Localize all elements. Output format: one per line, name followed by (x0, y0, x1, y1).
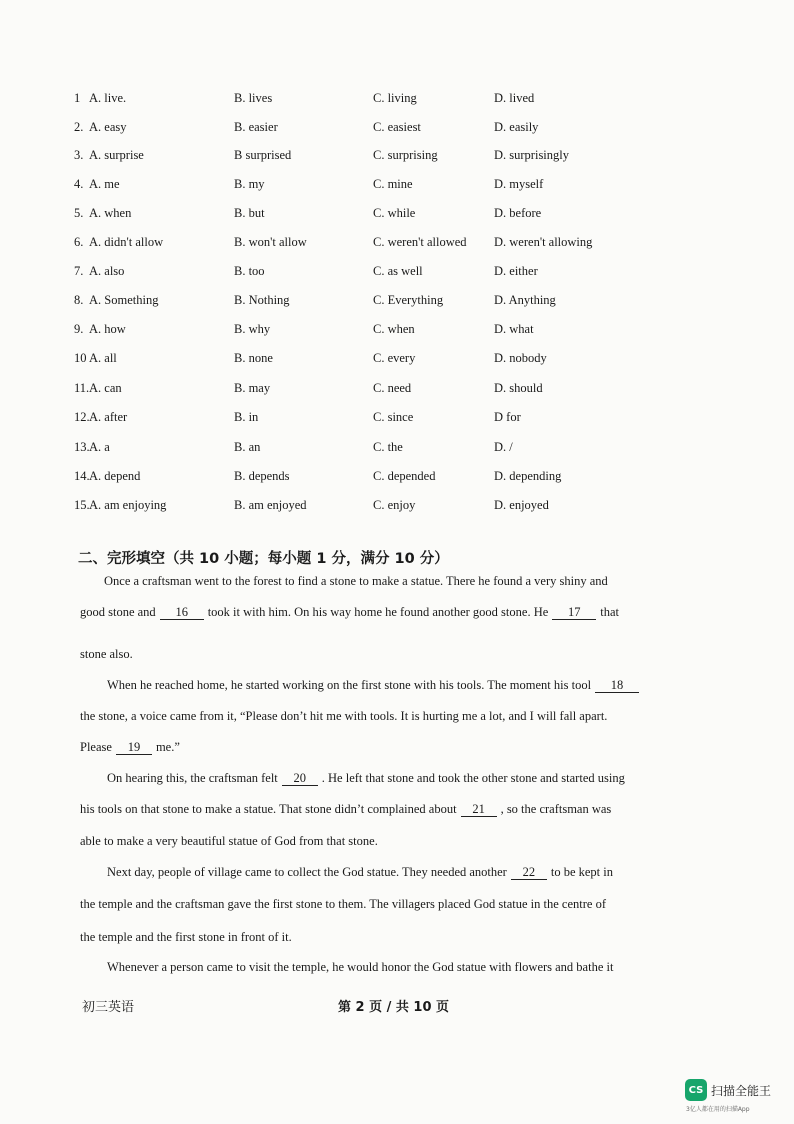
passage-text: Please (80, 740, 112, 754)
option-b[interactable]: B. in (234, 410, 259, 424)
passage-text: . He left that stone and took the other stone and started using (321, 771, 625, 785)
scanner-tagline: 3亿人都在用的扫描App (686, 1106, 750, 1113)
question-number: 5. (74, 206, 84, 220)
passage-text: took it with him. On his way home he found another good stone. He (207, 605, 549, 619)
option-c[interactable]: C. weren't allowed (373, 235, 467, 249)
option-a[interactable]: A. me (89, 177, 120, 191)
option-row (0, 498, 794, 518)
passage-line (80, 802, 611, 817)
option-b[interactable]: B. too (234, 264, 265, 278)
option-row (0, 351, 794, 371)
option-b[interactable]: B. lives (234, 91, 273, 105)
option-c[interactable]: C. enjoy (373, 498, 416, 512)
option-d[interactable]: D. nobody (494, 351, 547, 365)
option-d[interactable]: D. Anything (494, 293, 556, 307)
option-a[interactable]: A. didn't allow (89, 235, 164, 249)
passage-line (107, 678, 643, 693)
option-row (0, 120, 794, 140)
option-a[interactable]: A. Something (89, 293, 159, 307)
option-c[interactable]: C. Everything (373, 293, 444, 307)
option-a[interactable]: A. all (89, 351, 117, 365)
option-d[interactable]: D. easily (494, 120, 539, 134)
option-a[interactable]: A. surprise (89, 148, 144, 162)
option-b[interactable]: B. may (234, 381, 271, 395)
question-number: 6. (74, 235, 84, 249)
option-a[interactable]: A. depend (89, 469, 141, 483)
blank-19[interactable]: 19 (116, 741, 152, 755)
question-number: 10 (74, 351, 87, 365)
scanner-watermark (685, 1079, 785, 1115)
option-a[interactable]: A. a (89, 440, 110, 454)
option-d[interactable]: D. / (494, 440, 513, 454)
passage-line (80, 605, 619, 620)
option-b[interactable]: B. Nothing (234, 293, 290, 307)
option-d[interactable]: D. before (494, 206, 542, 220)
option-row (0, 293, 794, 313)
option-d[interactable]: D for (494, 410, 521, 424)
passage-text: me.” (155, 740, 180, 754)
option-c[interactable]: C. living (373, 91, 417, 105)
question-number: 4. (74, 177, 84, 191)
option-d[interactable]: D. should (494, 381, 543, 395)
option-b[interactable]: B. won't allow (234, 235, 307, 249)
question-number: 2. (74, 120, 84, 134)
option-c[interactable]: C. need (373, 381, 412, 395)
passage-line: the stone, a voice came from it, “Please don’t hit me with tools. It is hurting me a lot, and I will fall apart. (80, 709, 608, 723)
passage-line: the temple and the craftsman gave the first stone to them. The villagers placed God statue in the centre of (80, 897, 606, 911)
option-a[interactable]: A. easy (89, 120, 127, 134)
passage-text: good stone and (80, 605, 156, 619)
passage-line: the temple and the first stone in front of it. (80, 930, 292, 944)
passage-text: , so the craftsman was (500, 802, 612, 816)
option-d[interactable]: D. depending (494, 469, 562, 483)
option-c[interactable]: C. since (373, 410, 414, 424)
option-b[interactable]: B. an (234, 440, 261, 454)
passage-line: Whenever a person came to visit the temple, he would honor the God statue with flowers and bathe it (107, 960, 614, 974)
option-a[interactable]: A. live. (89, 91, 127, 105)
option-row (0, 206, 794, 226)
camscanner-logo-icon: CS (685, 1079, 707, 1101)
passage-text: On hearing this, the craftsman felt (107, 771, 278, 785)
option-b[interactable]: B. easier (234, 120, 278, 134)
question-number: 15. (74, 498, 90, 512)
question-number: 13. (74, 440, 90, 454)
blank-21[interactable]: 21 (461, 803, 497, 817)
option-c[interactable]: C. depended (373, 469, 436, 483)
option-b[interactable]: B. why (234, 322, 271, 336)
question-number: 1 (74, 91, 81, 105)
passage-text: to be kept in (550, 865, 613, 879)
section-title: 二、完形填空（共 10 小题；每小题 1 分，满分 10 分） (78, 551, 449, 567)
option-b[interactable]: B. am enjoyed (234, 498, 307, 512)
option-c[interactable]: C. as well (373, 264, 423, 278)
option-row (0, 148, 794, 168)
option-row (0, 91, 794, 111)
option-d[interactable]: D. what (494, 322, 534, 336)
passage-line (107, 771, 625, 786)
option-b[interactable]: B. but (234, 206, 265, 220)
option-a[interactable]: A. how (89, 322, 126, 336)
option-row (0, 235, 794, 255)
option-row (0, 264, 794, 284)
passage-line: able to make a very beautiful statue of God from that stone. (80, 834, 378, 848)
option-c[interactable]: C. easiest (373, 120, 421, 134)
option-row (0, 469, 794, 489)
blank-17[interactable]: 17 (552, 606, 596, 620)
option-c[interactable]: C. surprising (373, 148, 438, 162)
blank-18[interactable]: 18 (595, 679, 639, 693)
option-d[interactable]: D. enjoyed (494, 498, 549, 512)
option-row (0, 381, 794, 401)
option-a[interactable]: A. can (89, 381, 122, 395)
option-d[interactable]: D. surprisingly (494, 148, 569, 162)
passage-text: Next day, people of village came to collect the God statue. They needed another (107, 865, 507, 879)
passage-line (80, 740, 180, 755)
blank-22[interactable]: 22 (511, 866, 547, 880)
passage-line: stone also. (80, 647, 133, 661)
option-a[interactable]: A. after (89, 410, 128, 424)
footer-subject: 初三英语 (82, 1000, 135, 1015)
question-number: 7. (74, 264, 84, 278)
passage-line: Once a craftsman went to the forest to find a stone to make a statue. There he found a very shiny and (104, 574, 608, 588)
option-c[interactable]: C. while (373, 206, 416, 220)
option-c[interactable]: C. mine (373, 177, 413, 191)
option-row (0, 410, 794, 430)
option-a[interactable]: A. also (89, 264, 125, 278)
scanner-app-name: 扫描全能王 (711, 1084, 772, 1098)
option-b[interactable]: B. my (234, 177, 265, 191)
option-row (0, 177, 794, 197)
option-a[interactable]: A. am enjoying (89, 498, 167, 512)
question-number: 14. (74, 469, 90, 483)
blank-20[interactable]: 20 (282, 772, 318, 786)
passage-line (107, 865, 613, 880)
question-number: 9. (74, 322, 84, 336)
option-d[interactable]: D. myself (494, 177, 544, 191)
option-d[interactable]: D. weren't allowing (494, 235, 593, 249)
option-c[interactable]: C. every (373, 351, 416, 365)
footer-page-number: 第 2 页 / 共 10 页 (338, 1000, 450, 1015)
option-row (0, 440, 794, 460)
question-number: 11. (74, 381, 90, 395)
question-number: 3. (74, 148, 84, 162)
passage-text: his tools on that stone to make a statue. That stone didn’t complained about (80, 802, 457, 816)
question-number: 8. (74, 293, 84, 307)
option-c[interactable]: C. when (373, 322, 415, 336)
option-b[interactable]: B. depends (234, 469, 290, 483)
passage-text: When he reached home, he started working on the first stone with his tools. The moment his tool (107, 678, 592, 692)
passage-text: that (600, 605, 620, 619)
option-a[interactable]: A. when (89, 206, 132, 220)
blank-16[interactable]: 16 (160, 606, 204, 620)
option-d[interactable]: D. either (494, 264, 538, 278)
option-row (0, 322, 794, 342)
option-b[interactable]: B. none (234, 351, 273, 365)
option-d[interactable]: D. lived (494, 91, 535, 105)
question-number: 12. (74, 410, 90, 424)
option-b[interactable]: B surprised (234, 148, 292, 162)
option-c[interactable]: C. the (373, 440, 403, 454)
